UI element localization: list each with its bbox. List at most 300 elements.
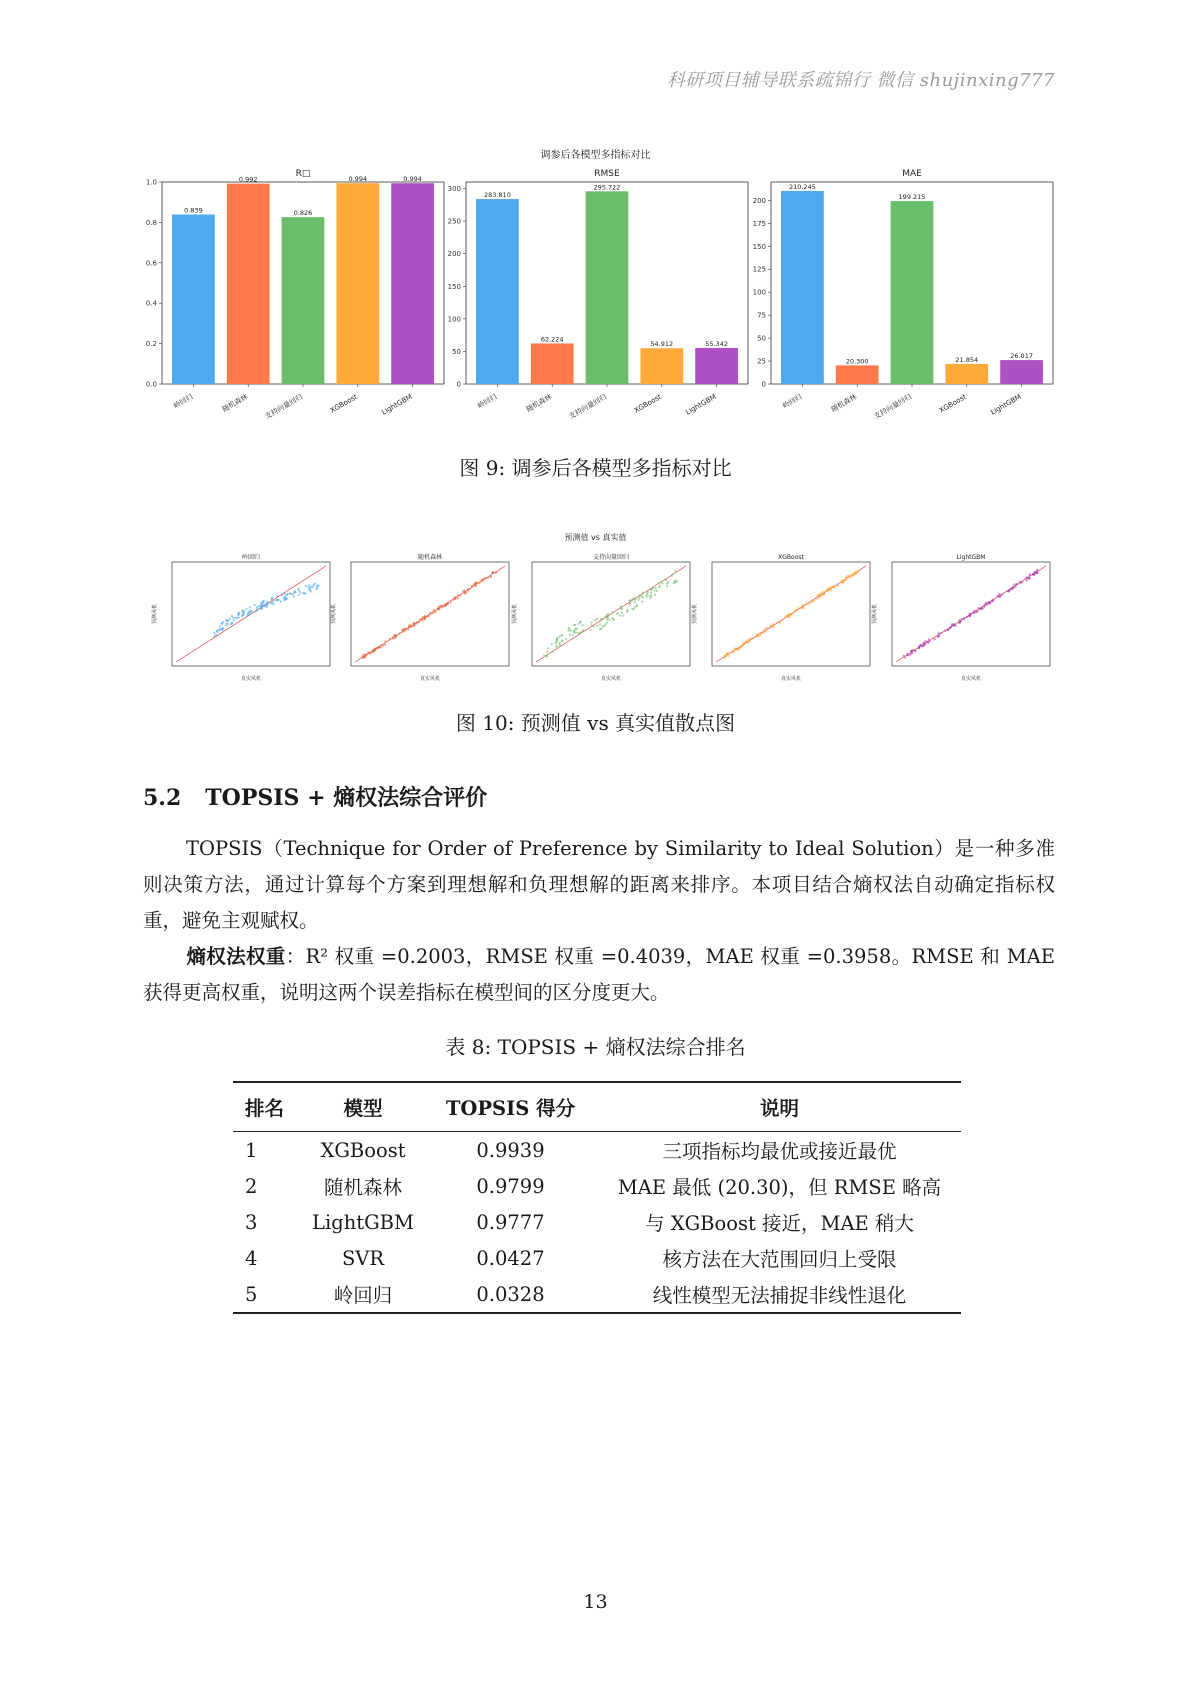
y-tick-label: 0.8	[145, 218, 157, 227]
scatter-point	[819, 596, 821, 598]
scatter-point	[940, 632, 942, 634]
figure10-suptitle: 预测值 vs 真实值	[564, 533, 627, 542]
scatter-point	[1037, 572, 1039, 574]
bar-panel-2	[753, 169, 1053, 421]
cell-model: 随机森林	[323, 1176, 402, 1199]
scatter-point	[599, 623, 601, 625]
scatter-point	[926, 640, 928, 642]
scatter-point	[432, 612, 434, 614]
cell-model: LightGBM	[312, 1210, 414, 1234]
scatter-point	[392, 638, 394, 640]
bar	[282, 217, 325, 384]
x-axis-label: 真实风机	[960, 676, 982, 682]
scatter-point	[629, 599, 631, 601]
x-tick-label: 随机森林	[524, 392, 554, 414]
scatter-point	[992, 599, 994, 601]
scatter-point	[256, 606, 258, 608]
scatter-point	[254, 604, 256, 606]
y-tick-label: 100	[752, 288, 766, 297]
figure9-caption: 图 9: 调参后各模型多指标对比	[459, 456, 732, 480]
scatter-point	[596, 618, 598, 620]
scatter-point	[440, 605, 442, 607]
scatter-point	[430, 611, 432, 613]
scatter-point	[213, 635, 215, 637]
scatter-point	[928, 638, 930, 640]
scatter-point	[731, 650, 733, 652]
x-tick-label: 岭回归	[781, 392, 804, 411]
scatter-point	[247, 613, 249, 615]
scatter-point	[233, 619, 235, 621]
scatter-point	[479, 581, 481, 583]
scatter-point	[559, 636, 561, 638]
scatter-point	[396, 634, 398, 636]
scatter-title: XGBoost	[778, 554, 804, 561]
bar-value-label: 0.839	[184, 206, 203, 215]
cell-description: 线性模型无法捕捉非线性退化	[598, 1276, 961, 1313]
scatter-point	[454, 598, 456, 600]
scatter-point	[1010, 588, 1012, 590]
x-tick-label: LightGBM	[989, 392, 1023, 417]
scatter-point	[363, 657, 365, 659]
scatter-point	[1025, 579, 1027, 581]
scatter-panel-1	[330, 553, 509, 682]
scatter-point	[850, 575, 852, 577]
scatter-point	[271, 596, 273, 598]
scatter-point	[305, 585, 307, 587]
scatter-point	[914, 649, 916, 651]
scatter-point	[241, 610, 243, 612]
scatter-point	[273, 600, 275, 602]
y-axis-label: 预测风机	[152, 603, 158, 625]
scatter-point	[232, 617, 234, 619]
scatter-point	[657, 582, 659, 584]
scatter-point	[924, 640, 926, 642]
scatter-point	[399, 632, 401, 634]
bar-value-label: 62.224	[540, 335, 564, 344]
bar-value-label: 295.722	[593, 183, 621, 192]
scatter-point	[263, 600, 265, 602]
scatter-point	[934, 638, 936, 640]
bar	[586, 191, 629, 384]
cell-score: 0.0328	[423, 1276, 598, 1313]
figure9-suptitle: 调参后各模型多指标对比	[540, 150, 651, 161]
bar	[945, 364, 988, 384]
scatter-point	[389, 638, 391, 640]
scatter-point	[607, 615, 609, 617]
scatter-point	[909, 654, 911, 656]
scatter-point	[727, 655, 729, 657]
y-tick-label: 150	[447, 282, 461, 291]
scatter-point	[634, 599, 636, 601]
scatter-point	[649, 597, 651, 599]
scatter-point	[459, 594, 461, 596]
scatter-point	[1029, 573, 1031, 575]
scatter-point	[576, 632, 578, 634]
y-tick-label: 100	[447, 315, 461, 324]
scatter-point	[650, 592, 652, 594]
scatter-point	[272, 603, 274, 605]
scatter-point	[299, 591, 301, 593]
scatter-point	[816, 598, 818, 600]
scatter-point	[596, 625, 598, 627]
scatter-point	[475, 585, 477, 587]
scatter-point	[634, 597, 636, 599]
scatter-point	[968, 615, 970, 617]
scatter-point	[492, 571, 494, 573]
header-score: TOPSIS 得分	[423, 1082, 598, 1132]
scatter-panel-3	[691, 554, 870, 682]
figure10-caption: 图 10: 预测值 vs 真实值散点图	[455, 711, 736, 735]
scatter-point	[302, 592, 304, 594]
scatter-point	[248, 611, 250, 613]
scatter-point	[676, 580, 678, 582]
scatter-point	[911, 652, 913, 654]
scatter-point	[464, 592, 466, 594]
scatter-point	[620, 606, 622, 608]
scatter-point	[750, 637, 752, 639]
scatter-point	[723, 657, 725, 659]
scatter-title: 岭回归	[241, 554, 261, 561]
cell-model: SVR	[341, 1246, 385, 1270]
scatter-point	[276, 595, 278, 597]
scatter-point	[631, 608, 633, 610]
scatter-point	[923, 643, 925, 645]
scatter-point	[777, 621, 779, 623]
scatter-point	[582, 629, 584, 631]
cell-rank: 4	[245, 1246, 258, 1270]
bar-panel-1	[448, 169, 748, 421]
scatter-point	[845, 577, 847, 579]
scatter-point	[658, 586, 660, 588]
bar	[531, 343, 574, 384]
scatter-point	[840, 581, 842, 583]
scatter-point	[1015, 586, 1017, 588]
scatter-point	[827, 587, 829, 589]
scatter-point	[222, 621, 224, 623]
cell-description: MAE 最低 (20.30)，但 RMSE 略高	[617, 1176, 942, 1199]
scatter-point	[836, 584, 838, 586]
scatter-point	[979, 608, 981, 610]
scatter-title: LightGBM	[956, 554, 986, 561]
table-row	[233, 1240, 961, 1276]
scatter-point	[570, 629, 572, 631]
scatter-point	[594, 619, 596, 621]
scatter-point	[284, 598, 286, 600]
scatter-point	[830, 586, 832, 588]
scatter-point	[1025, 577, 1027, 579]
scatter-point	[772, 623, 774, 625]
x-tick-label: XGBoost	[328, 392, 359, 415]
bar-value-label: 210.245	[788, 182, 816, 191]
header-model: 模型	[303, 1082, 423, 1132]
y-tick-label: 50	[452, 347, 461, 356]
scatter-point	[666, 585, 668, 587]
cell-model: XGBoost	[320, 1138, 406, 1162]
scatter-point	[547, 647, 549, 649]
scatter-point	[543, 654, 545, 656]
scatter-point	[983, 606, 985, 608]
scatter-point	[766, 627, 768, 629]
scatter-point	[457, 597, 459, 599]
paragraph-entropy-text: ：R² 权重 =0.2003，RMSE 权重 =0.4039，MAE 权重 =0.3958。RMSE 和 MAE 获得更高权重，说明这两个误差指标在模型间的区分度更大。	[143, 945, 1055, 1004]
y-tick-label: 25	[757, 357, 766, 366]
scatter-point	[817, 595, 819, 597]
scatter-point	[418, 621, 420, 623]
scatter-point	[215, 634, 217, 636]
scatter-point	[827, 590, 829, 592]
bar-value-label: 0.826	[293, 209, 313, 218]
scatter-point	[367, 651, 369, 653]
scatter-panel-0	[151, 553, 330, 682]
scatter-point	[606, 622, 608, 624]
scatter-point	[265, 605, 267, 607]
scatter-point	[619, 615, 621, 617]
scatter-point	[779, 622, 781, 624]
scatter-point	[969, 613, 971, 615]
scatter-point	[574, 624, 576, 626]
bar-value-label: 26.017	[1010, 352, 1033, 361]
scatter-point	[646, 594, 648, 596]
scatter-point	[634, 601, 636, 603]
scatter-point	[806, 602, 808, 604]
scatter-point	[227, 623, 229, 625]
bar-value-label: 21.854	[955, 355, 979, 364]
x-axis-label: 真实风机	[240, 676, 262, 682]
scatter-point	[467, 588, 469, 590]
y-tick-label: 1.0	[145, 178, 157, 187]
scatter-point	[579, 621, 581, 623]
reference-line	[176, 566, 326, 662]
scatter-point	[434, 611, 436, 613]
scatter-point	[495, 572, 497, 574]
scatter-point	[574, 629, 576, 631]
scatter-point	[629, 602, 631, 604]
scatter-point	[811, 599, 813, 601]
scatter-panel-4	[871, 554, 1050, 682]
scatter-point	[403, 628, 405, 630]
scatter-point	[1012, 586, 1014, 588]
bar	[695, 348, 738, 384]
scatter-point	[281, 594, 283, 596]
scatter-point	[219, 625, 221, 627]
cell-rank: 5	[233, 1276, 303, 1313]
scatter-point	[638, 597, 640, 599]
y-tick-label: 50	[757, 334, 766, 343]
scatter-point	[765, 631, 767, 633]
scatter-point	[829, 589, 831, 591]
scatter-point	[988, 602, 990, 604]
scatter-point	[655, 587, 657, 589]
scatter-point	[256, 608, 258, 610]
scatter-point	[471, 585, 473, 587]
bar-value-label: 0.994	[348, 175, 368, 184]
scatter-point	[304, 593, 306, 595]
scatter-point	[216, 631, 218, 633]
scatter-point	[996, 595, 998, 597]
scatter-point	[821, 594, 823, 596]
x-tick-label: 支持向量回归	[567, 392, 608, 421]
y-axis-label: 预测风机	[512, 603, 518, 625]
scatter-point	[673, 582, 675, 584]
bar	[227, 184, 270, 384]
scatter-point	[966, 616, 968, 618]
scatter-point	[797, 607, 799, 609]
paragraph-entropy-lead: 熵权法权重	[186, 945, 286, 968]
scatter-point	[961, 618, 963, 620]
scatter-point	[227, 620, 229, 622]
scatter-point	[648, 595, 650, 597]
scatter-point	[955, 625, 957, 627]
scatter-point	[245, 608, 247, 610]
bar	[391, 183, 434, 384]
scatter-point	[267, 602, 269, 604]
scatter-point	[577, 623, 579, 625]
scatter-title: 随机森林	[417, 554, 443, 561]
paragraph-topsis	[143, 831, 1055, 939]
scatter-point	[743, 641, 745, 643]
scatter-point	[904, 657, 906, 659]
scatter-point	[650, 595, 652, 597]
scatter-point	[550, 643, 552, 645]
scatter-point	[408, 625, 410, 627]
cell-model: 岭回归	[303, 1276, 423, 1313]
section-title: TOPSIS + 熵权法综合评价	[205, 785, 488, 811]
scatter-point	[237, 614, 239, 616]
cell-rank: 2	[245, 1174, 258, 1198]
scatter-point	[286, 598, 288, 600]
scatter-point	[1013, 583, 1015, 585]
header-rank: 排名	[233, 1082, 303, 1132]
y-tick-label: 0	[456, 380, 461, 389]
scatter-point	[802, 606, 804, 608]
x-tick-label: XGBoost	[632, 392, 663, 415]
cell-description: 核方法在大范围回归上受限	[662, 1248, 897, 1271]
bar-value-label: 20.300	[845, 357, 869, 366]
scatter-point	[218, 629, 220, 631]
scatter-point	[665, 579, 667, 581]
scatter-point	[277, 599, 279, 601]
bar	[172, 215, 215, 384]
y-tick-label: 0.4	[145, 299, 157, 308]
y-axis-label: 预测风机	[872, 603, 878, 625]
scatter-point	[286, 593, 288, 595]
x-axis-label: 真实风机	[600, 676, 622, 682]
bar-value-label: 199.215	[898, 193, 926, 202]
scatter-point	[425, 616, 427, 618]
scatter-point	[604, 623, 606, 625]
paragraph-entropy-weights	[143, 939, 1055, 1011]
bar-value-label: 55.342	[705, 339, 728, 348]
cell-rank: 3	[245, 1210, 258, 1234]
section-heading	[143, 781, 487, 812]
scatter-point	[481, 579, 483, 581]
y-tick-label: 175	[752, 219, 766, 228]
scatter-point	[374, 648, 376, 650]
scatter-point	[572, 634, 574, 636]
scatter-point	[310, 590, 312, 592]
scatter-point	[292, 593, 294, 595]
scatter-point	[737, 647, 739, 649]
scatter-point	[621, 608, 623, 610]
scatter-point	[561, 634, 563, 636]
scatter-point	[1001, 594, 1003, 596]
scatter-point	[794, 610, 796, 612]
scatter-point	[404, 630, 406, 632]
scatter-point	[906, 653, 908, 655]
table-header-row	[233, 1082, 961, 1132]
scatter-point	[612, 619, 614, 621]
scatter-point	[381, 645, 383, 647]
scatter-point	[384, 640, 386, 642]
reference-line	[536, 566, 686, 662]
scatter-point	[568, 627, 570, 629]
scatter-point	[607, 617, 609, 619]
x-tick-label: 随机森林	[829, 392, 859, 414]
scatter-point	[457, 594, 459, 596]
bar-value-label: 0.994	[403, 175, 422, 184]
scatter-point	[756, 635, 758, 637]
scatter-point	[787, 614, 789, 616]
scatter-point	[284, 593, 286, 595]
scatter-point	[963, 617, 965, 619]
bar	[336, 183, 379, 384]
scatter-point	[621, 612, 623, 614]
figure9-bar-charts	[0, 160, 1191, 430]
scatter-point	[559, 644, 561, 646]
scatter-point	[293, 596, 295, 598]
scatter-point	[556, 637, 558, 639]
scatter-panel-2	[511, 553, 690, 682]
scatter-point	[600, 628, 602, 630]
scatter-point	[546, 656, 548, 658]
scatter-point	[903, 655, 905, 657]
scatter-point	[580, 631, 582, 633]
table-row	[233, 1276, 961, 1313]
scatter-point	[631, 599, 633, 601]
cell-description: 三项指标均最优或接近最优	[662, 1140, 897, 1163]
scatter-point	[578, 632, 580, 634]
scatter-point	[661, 583, 663, 585]
bar-value-label: 0.992	[238, 175, 258, 184]
bar-value-label: 283.810	[483, 191, 511, 200]
figure10-scatter-plots	[0, 548, 1191, 688]
scatter-point	[822, 591, 824, 593]
scatter-point	[308, 584, 310, 586]
x-tick-label: XGBoost	[937, 392, 968, 415]
header-description: 说明	[598, 1082, 961, 1132]
scatter-point	[1028, 578, 1030, 580]
bar-value-label: 54.912	[650, 340, 674, 349]
scatter-point	[258, 605, 260, 607]
scatter-point	[818, 593, 820, 595]
scatter-point	[784, 616, 786, 618]
scatter-point	[749, 640, 751, 642]
scatter-point	[636, 605, 638, 607]
scatter-point	[1020, 582, 1022, 584]
scatter-point	[747, 642, 749, 644]
scatter-point	[847, 576, 849, 578]
scatter-point	[428, 615, 430, 617]
scatter-point	[270, 602, 272, 604]
panel-title: R□	[295, 169, 311, 179]
scatter-point	[379, 646, 381, 648]
scatter-point	[316, 584, 318, 586]
scatter-title: 支持向量回归	[592, 554, 630, 561]
scatter-point	[421, 618, 423, 620]
section-number: 5.2	[143, 785, 182, 811]
scatter-point	[734, 648, 736, 650]
scatter-point	[642, 596, 644, 598]
